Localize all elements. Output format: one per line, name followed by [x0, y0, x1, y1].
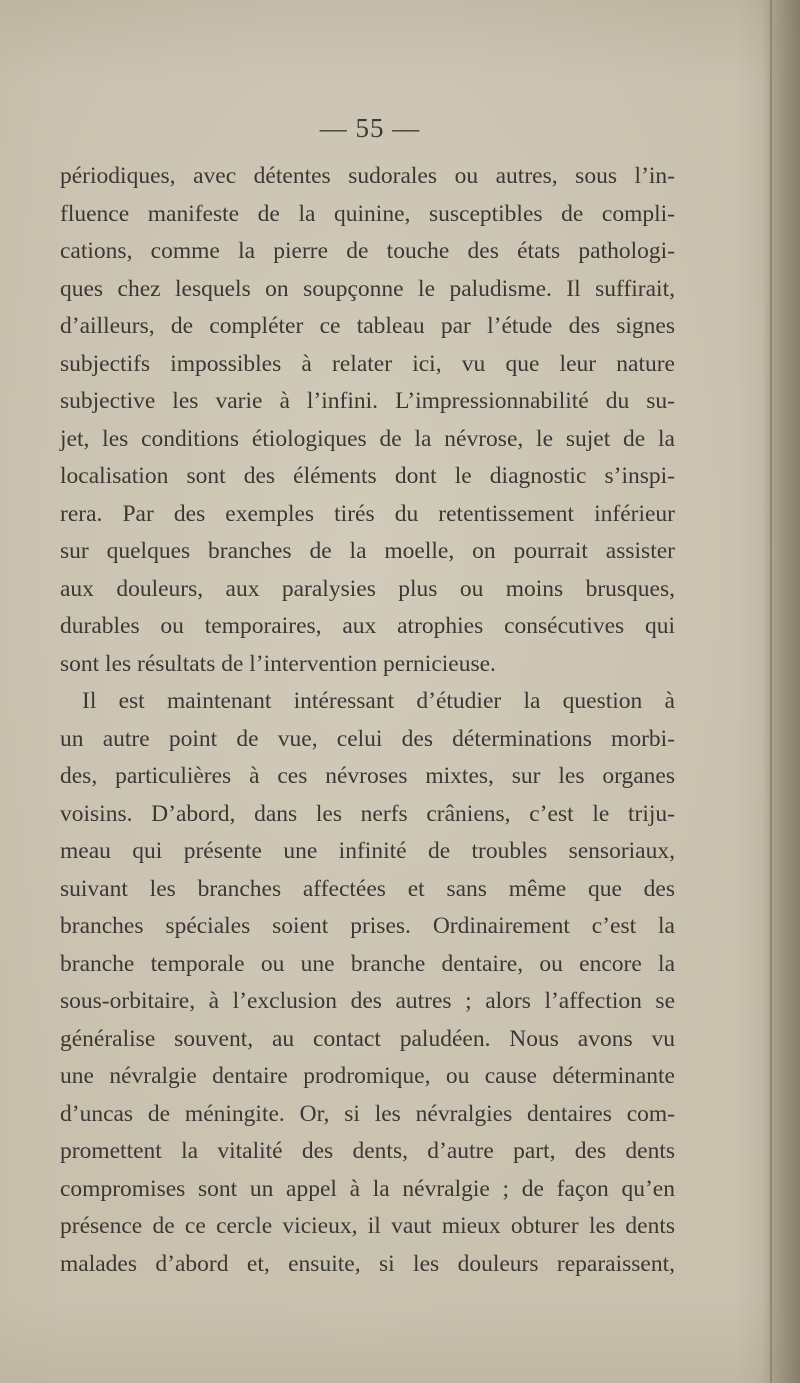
text-line: généralise souvent, au contact paludéen. Nous avons vu: [60, 1025, 675, 1052]
text-line: suivant les branches affectées et sans même que des: [60, 875, 675, 902]
text-line: meau qui présente une infinité de troubles sensoriaux,: [60, 838, 675, 864]
text-line: promettent la vitalité des dents, d’autre part, des dents: [60, 1138, 675, 1164]
page-edge-line: [770, 0, 772, 1383]
text-line: d’uncas de méningite. Or, si les névralgies dentaires com-: [60, 1100, 675, 1127]
text-line: une névralgie dentaire prodromique, ou cause déterminante: [60, 1063, 675, 1089]
text-line: présence de ce cercle vicieux, il vaut mieux obturer les dents: [60, 1213, 675, 1239]
text-line: subjectifs impossibles à relater ici, vu que leur nature: [60, 350, 675, 377]
text-line: compromises sont un appel à la névralgie ; de façon qu’en: [60, 1175, 675, 1202]
paragraph-start-line: Il est maintenant intéressant d’étudier la question à: [82, 688, 675, 714]
text-line: d’ailleurs, de compléter ce tableau par l’étude des signes: [60, 313, 675, 339]
text-line: aux douleurs, aux paralysies plus ou moins brusques,: [60, 575, 675, 602]
text-line: un autre point de vue, celui des déterminations morbi-: [60, 725, 675, 752]
body-text: [60, 158, 675, 1283]
text-line: des, particulières à ces névroses mixtes, sur les organes: [60, 763, 675, 789]
text-line: branche temporale ou une branche dentaire, ou encore la: [60, 950, 675, 977]
page-number: — 55 —: [319, 113, 421, 143]
text-line: malades d’abord et, ensuite, si les douleurs reparaissent,: [60, 1250, 675, 1277]
text-line: durables ou temporaires, aux atrophies consécutives qui: [60, 613, 675, 639]
text-line: sous-orbitaire, à l’exclusion des autres ; alors l’affection se: [60, 988, 675, 1014]
text-line: sur quelques branches de la moelle, on pourrait assister: [60, 538, 675, 564]
text-line: rera. Par des exemples tirés du retentissement inférieur: [60, 500, 675, 527]
text-line: voisins. D’abord, dans les nerfs crâniens, c’est le triju-: [60, 800, 675, 827]
text-line: localisation sont des éléments dont le diagnostic s’inspi-: [60, 463, 675, 489]
paragraph-end-line: sont les résultats de l’intervention pernicieuse.: [60, 650, 496, 677]
text-line: ques chez lesquels on soupçonne le paludisme. Il suffirait,: [60, 275, 675, 302]
text-line: branches spéciales soient prises. Ordinairement c’est la: [60, 913, 675, 939]
text-line: cations, comme la pierre de touche des états pathologi-: [60, 238, 675, 264]
text-line: périodiques, avec détentes sudorales ou autres, sous l’in-: [60, 163, 675, 189]
text-line: subjective les varie à l’infini. L’impressionnabilité du su-: [60, 388, 675, 414]
text-line: fluence manifeste de la quinine, susceptibles de compli-: [60, 200, 675, 227]
text-line: jet, les conditions étiologiques de la névrose, le sujet de la: [60, 425, 675, 452]
page-edge-shadow: [762, 0, 800, 1383]
